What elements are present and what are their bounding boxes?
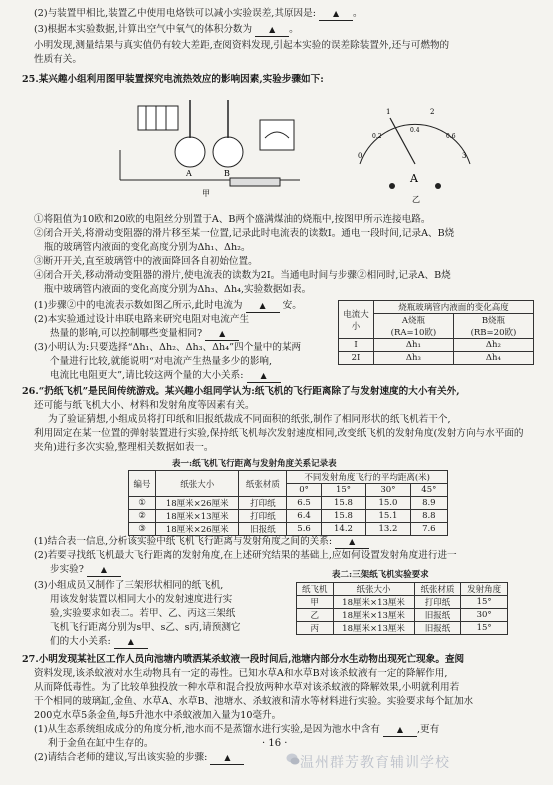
q27-sub1b: 利于金鱼在缸中生存的。	[48, 738, 154, 749]
rheostat-icon	[230, 178, 280, 186]
q25-step4b: 瓶中玻璃管内液面的变化高度分别为Δh₃、Δh₄,实验数据如表。	[44, 284, 312, 295]
q27-line4: 干个相同的玻璃缸,金鱼、水草A、水草B、池塘水、杀蚊液和清水等材料进行实验。实验要求每个缸加水	[34, 696, 474, 707]
q26-line3: 为了验证猜想,小组成员将打印纸和旧报纸裁成不同面积的纸张,制作了相同形状的纸飞机若干个,	[48, 414, 451, 425]
flask-a-icon	[175, 137, 205, 167]
q25-data-table: 电流大小 烧瓶玻璃管内液面的变化高度 A烧瓶 (RA=10欧) B烧瓶 (RB=20欧) I Δh₁ Δh₂ 2I Δh₃ Δh₄	[338, 300, 534, 365]
q25-sub3c: 电流比电阻更大”,请比较这两个量的大小关系: ▲	[50, 370, 281, 383]
q26-table1: 编号 纸张大小 纸张材质 不同发射角度飞行的平均距离(米) 0° 15° 30° 45° ① 18厘米×26厘米 打印纸 6.5 15.8 15.0 8.9 ② 18厘米×13厘米 打印纸 6.4 15.8 15.1 8.8 ③ 18厘米×26厘米 旧报纸 5.6 14.2 13.2 7.6	[128, 470, 448, 536]
svg-text:0: 0	[358, 152, 363, 160]
q25-sub3: (3)小明认为:只要选择“Δh₁、Δh₂、Δh₃、Δh₄”四个量中的某两	[34, 342, 302, 353]
q26-sub1: (1)结合表一信息,分析该实验中纸飞机飞行距离与发射角度之间的关系: ▲	[34, 536, 369, 549]
q24-note-line1: 小明发现,测量结果与真实值仍有较大差距,查阅资料发现,引起本实验的误差除装置外,还与可燃物的	[34, 40, 450, 51]
table1-caption: 表一:纸飞机飞行距离与发射角度关系记录表	[172, 459, 337, 469]
svg-text:0.4: 0.4	[410, 127, 420, 134]
q26-table2: 纸飞机 纸张大小 纸张材质 发射角度 甲 18厘米×13厘米 打印纸 15° 乙 18厘米×13厘米 旧报纸 30° 丙 18厘米×13厘米 旧报纸 15°	[296, 582, 508, 635]
figure-jia-caption: 甲	[202, 189, 210, 198]
q24-sub3: (3)根据本实验数据,计算出空气中氧气的体积分数为 ▲ 。	[34, 24, 299, 35]
q27-line1: 27.小明发现某社区工作人员向池塘内喷洒某杀蚊液一段时间后,池塘内部分水生动物出现死亡现象。查阅	[22, 654, 465, 665]
q27-line5: 200克水草5条金鱼,每5升池水中杀蚊液加入量为10毫升。	[34, 710, 282, 721]
watermark: 温州群芳教育辅训学校	[300, 755, 450, 771]
q25-sub2b: 热量的影响,可以控制哪些变量相同? ▲	[50, 328, 239, 341]
ammeter-icon	[260, 120, 294, 150]
q27-line3: 从而降低毒性。为了比较单独投放一种水草和混合投放两种水草对该杀蚊液的降解效果,小明就利用若	[34, 682, 460, 693]
q25-sub2: (2)本实验通过设计串联电路来研究电阻对电流产生	[34, 314, 250, 325]
label-b: B	[224, 169, 230, 178]
q26-sub3a: (3)小组成员又制作了三架形状相同的纸飞机,	[34, 580, 224, 591]
svg-text:2: 2	[430, 108, 435, 116]
svg-text:1: 1	[386, 108, 391, 116]
svg-text:0.6: 0.6	[446, 133, 456, 140]
q25-intro: 25.某兴趣小组利用图甲装置探究电流热效应的影响因素,实验步骤如下:	[22, 74, 324, 85]
q25-step3: ③断开开关,直至玻璃管中的液面降回各自初始位置。	[34, 256, 258, 267]
label-a: A	[186, 169, 192, 178]
q25-step2: ②闭合开关,将滑动变阻器的滑片移至某一位置,记录此时电流表的读数I。通电一段时间,记录A、B烧	[34, 228, 455, 239]
q25-step2b: 瓶的玻璃管内液面的变化高度分别为Δh₁、Δh₂。	[44, 242, 251, 253]
q27-line2: 资料发现,该杀蚊液对水生动物具有一定的毒性。已知水草A和水草B对该杀蚊液有一定的降解作用,	[34, 668, 448, 679]
q26-line5: 夹角)进行多次实验,整理相关数据如表一。	[34, 442, 214, 453]
circuit-diagram-figure	[110, 90, 310, 200]
q26-line1: 26.“扔纸飞机”是民间传统游戏。某兴趣小组同学认为:纸飞机的飞行距离除了与发射速度的大小有关外,	[22, 386, 460, 397]
q27-sub1: (1)从生态系统组成成分的角度分析,池水而不是蒸馏水进行实验,是因为池水中含有 ▲ ,更有	[34, 724, 440, 735]
q25-sub1: (1)步骤②中的电流表示数如图乙所示,此时电流为 ▲ 安。	[34, 300, 302, 311]
q26-line2: 还可能与纸飞机大小、材料和发射角度等因素有关。	[34, 400, 255, 411]
q27-sub2: (2)请结合老师的建议,写出该实验的步骤: ▲	[34, 752, 244, 765]
q26-sub3d: 飞机飞行距离分别为s甲、s乙、s丙,请预测它	[50, 622, 241, 633]
q26-sub3c: 验,实验要求如表二。若甲、乙、丙这三架纸	[50, 608, 236, 619]
wechat-logo-icon	[286, 752, 300, 766]
page-number: · 16 ·	[262, 738, 288, 749]
ammeter-dial-figure	[350, 94, 480, 204]
svg-text:0.2: 0.2	[372, 133, 382, 140]
q26-sub3e: 们的大小关系: ▲	[50, 636, 148, 649]
battery-icon	[138, 106, 178, 130]
q25-sub3b: 个量进行比较,就能说明“对电流产生热量多少的影响,	[50, 356, 273, 367]
q26-sub2b: 步实验? ▲	[50, 564, 121, 577]
table2-caption: 表二:三架纸飞机实验要求	[332, 570, 429, 580]
svg-text:A: A	[410, 172, 418, 185]
svg-text:3: 3	[462, 152, 467, 160]
q26-sub2: (2)若要寻找纸飞机最大飞行距离的发射角度,在上述研究结果的基础上,应如何设置发射角度进行进一	[34, 550, 457, 561]
figure-yi-caption: 乙	[412, 195, 420, 204]
q25-step4: ④闭合开关,移动滑动变阻器的滑片,使电流表的读数为2I。当通电时间与步骤②相同时,记录A、B烧	[34, 270, 451, 281]
q24-note-line2: 性质有关。	[34, 54, 82, 65]
q26-line4: 利用固定在某一位置的弹射装置进行实验,保持纸飞机每次发射速度相同,改变纸飞机的发射角度(发射方向与水平面的	[34, 428, 524, 439]
q26-sub3b: 用该发射装置以相同大小的发射速度进行实	[50, 594, 233, 605]
q25-step1: ①将阻值为10欧和20欧的电阻丝分别置于A、B两个盛满煤油的烧瓶中,按图甲所示连接电路。	[34, 214, 431, 225]
q24-sub2: (2)与装置甲相比,装置乙中使用电烙铁可以减小实验误差,其原因是: ▲ 。	[34, 8, 363, 19]
flask-b-icon	[213, 137, 243, 167]
